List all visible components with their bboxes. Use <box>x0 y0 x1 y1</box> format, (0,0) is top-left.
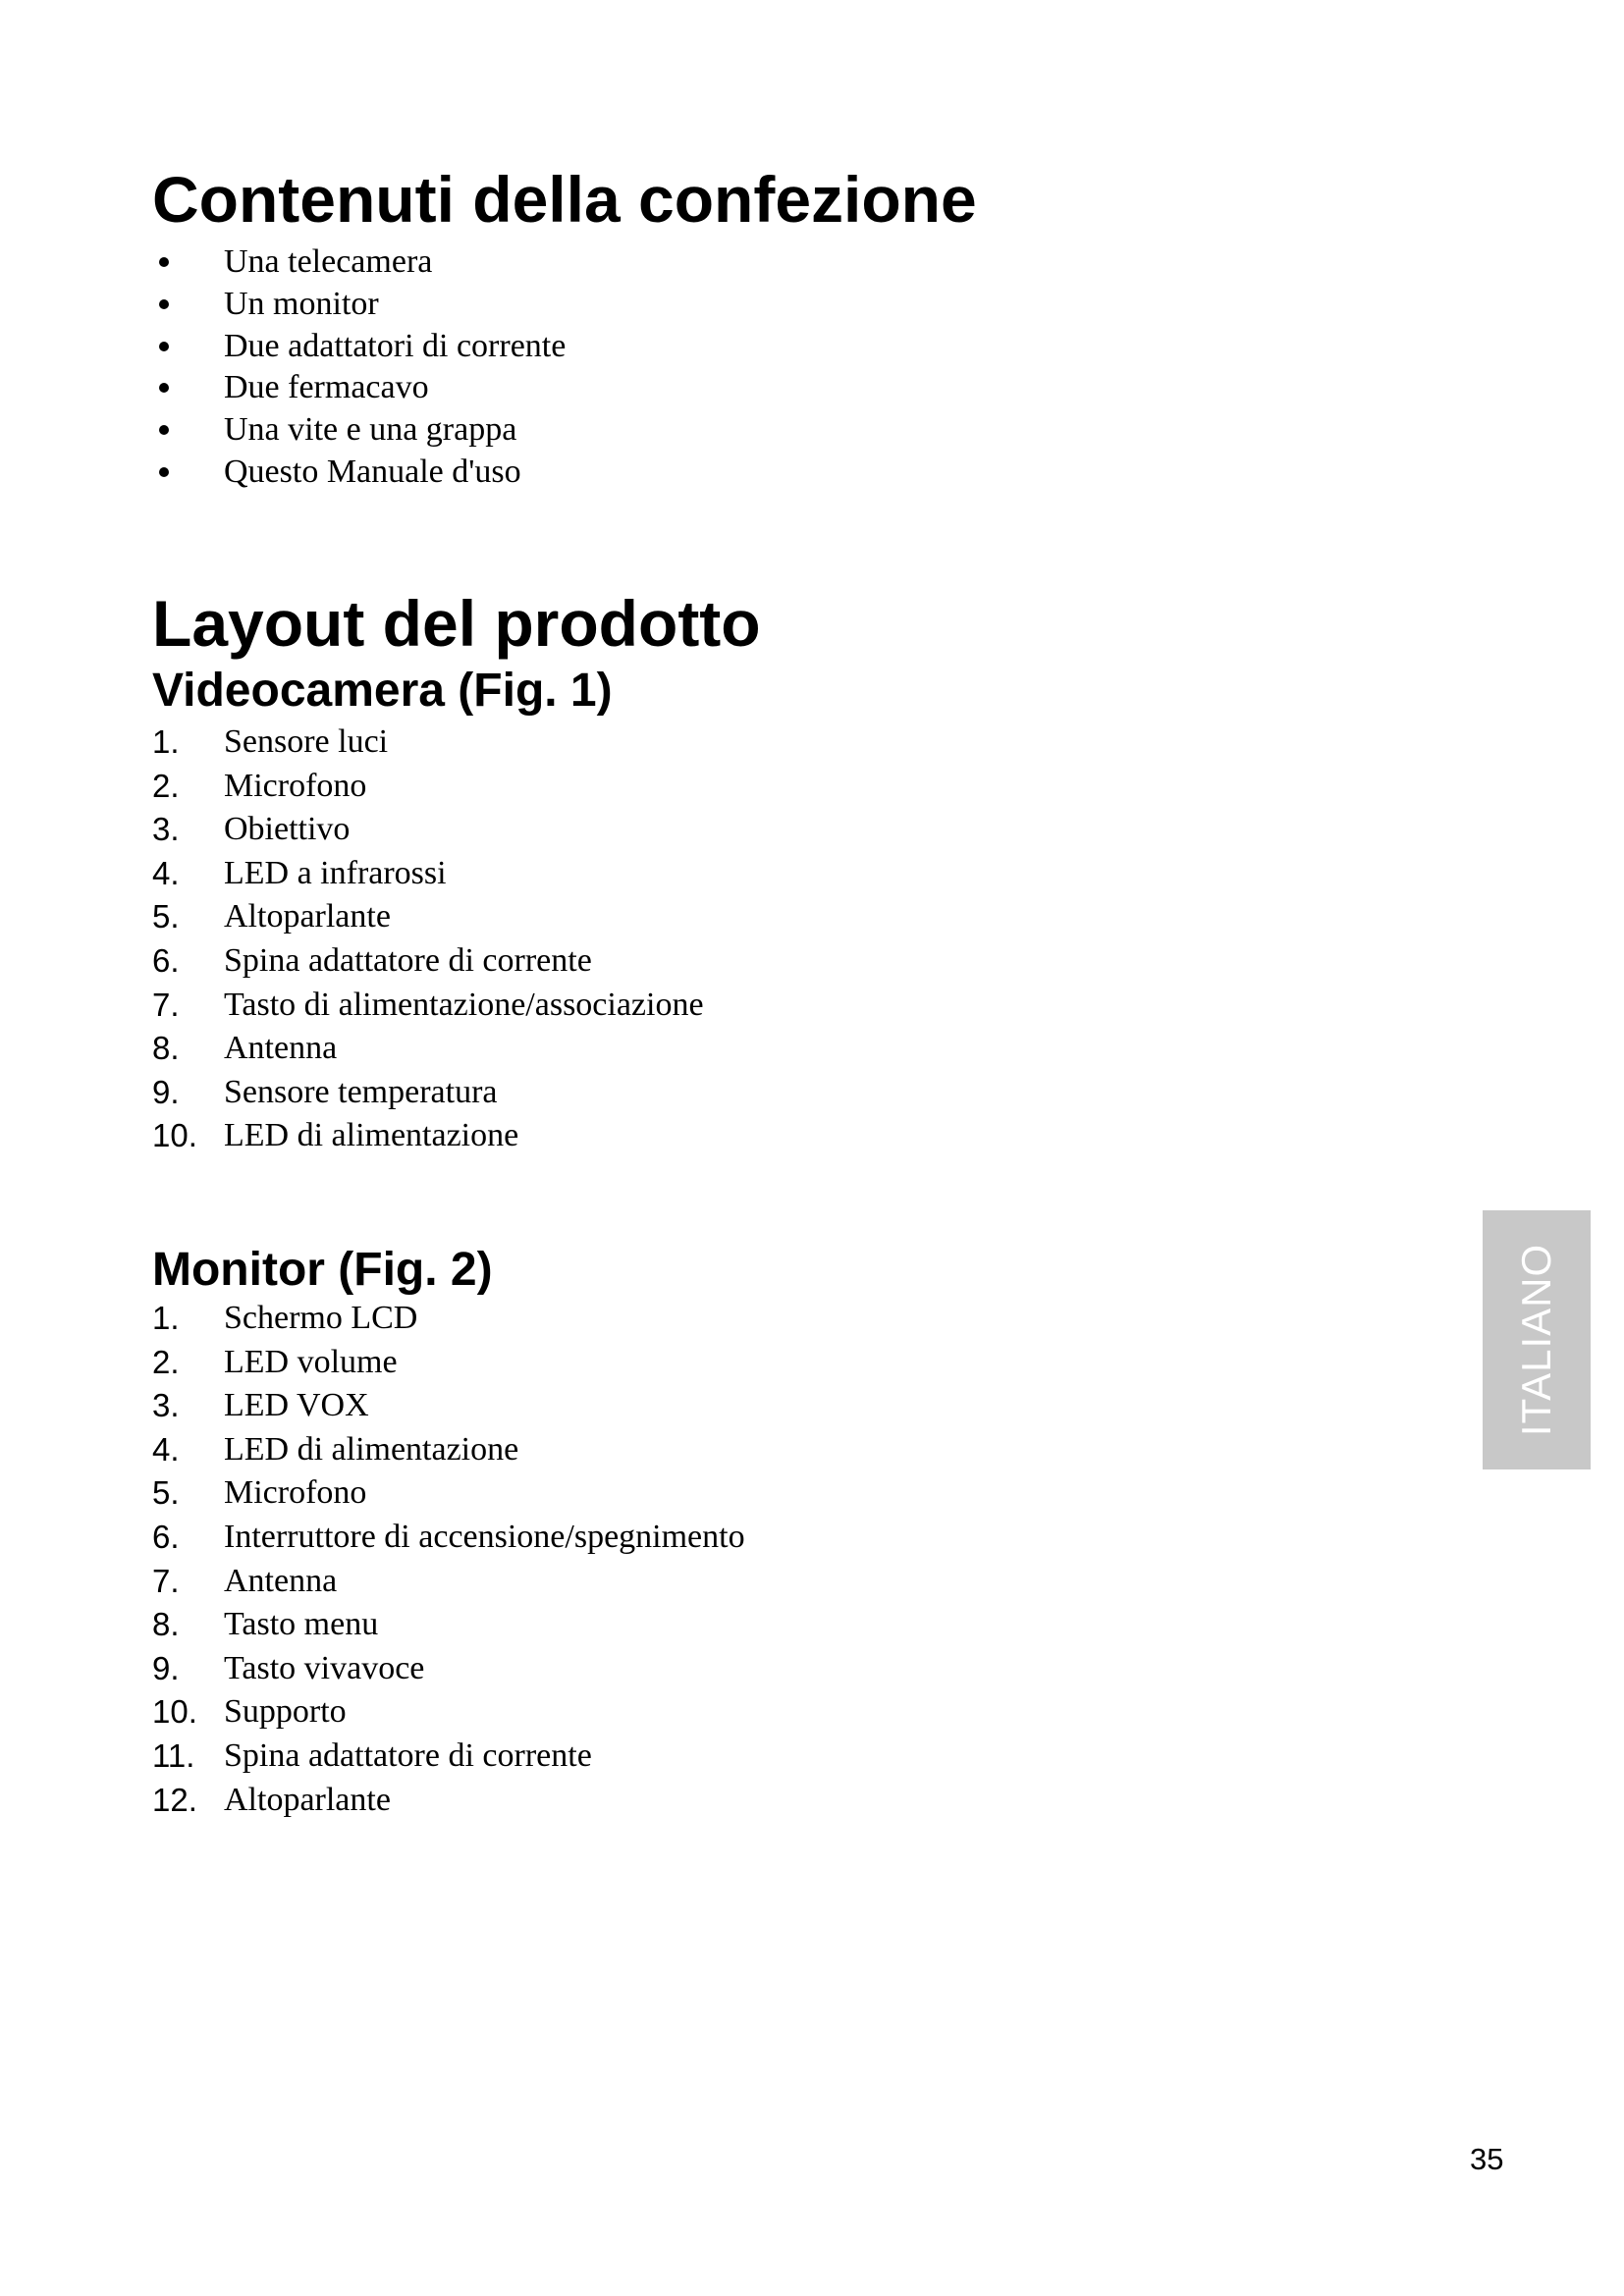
bullet-icon <box>159 299 169 309</box>
camera-section-title: Videocamera (Fig. 1) <box>152 665 613 717</box>
language-tab-label: ITALIANO <box>1513 1243 1559 1437</box>
layout-title: Layout del prodotto <box>152 587 761 660</box>
bullet-icon <box>159 342 169 351</box>
monitor-section-title: Monitor (Fig. 2) <box>152 1244 493 1296</box>
bullet-icon <box>159 425 169 435</box>
bullet-icon <box>159 257 169 267</box>
page-number: 35 <box>1470 2142 1504 2176</box>
bullet-icon <box>159 383 169 393</box>
contents-title: Contenuti della confezione <box>152 163 977 236</box>
bullet-icon <box>159 467 169 477</box>
language-tab <box>1483 1210 1591 1469</box>
